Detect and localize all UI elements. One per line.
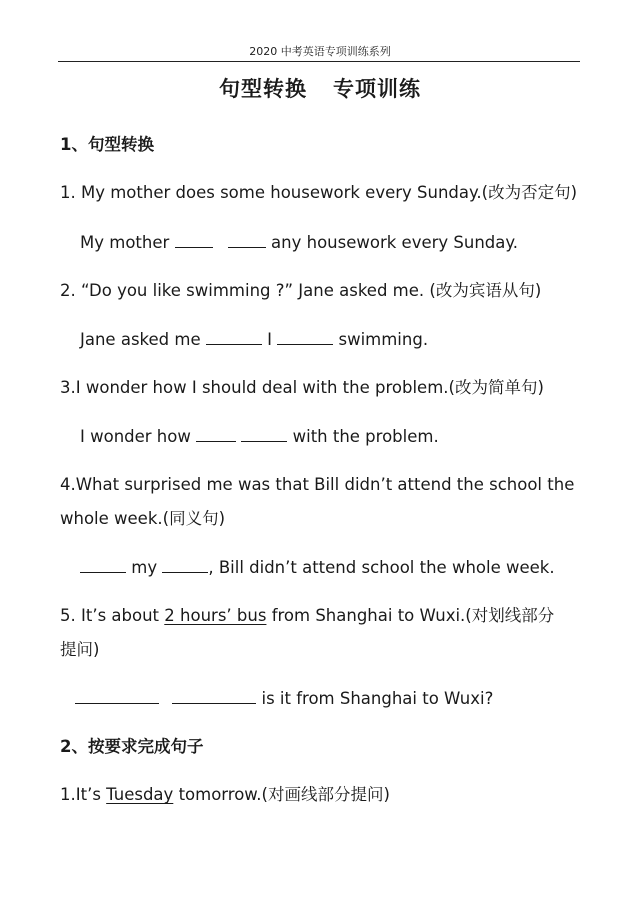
q5-blank-2[interactable] [172, 687, 256, 704]
question-3-answer [80, 425, 439, 448]
header-divider [58, 61, 580, 62]
q2-blank-1[interactable] [206, 328, 262, 345]
q2-blank-2[interactable] [277, 328, 333, 345]
q4-blank-1[interactable] [80, 556, 126, 573]
section-2-question-1 [60, 784, 390, 806]
q2-answer-pre: Jane asked me [80, 330, 201, 349]
q3-blank-2[interactable] [241, 425, 287, 442]
title-part-a: 句型转换 [219, 77, 307, 101]
question-2-text: 2. “Do you like swimming ?” Jane asked me. (改为宾语从句) [60, 281, 542, 300]
question-5-text-line-2: 提问) [60, 640, 100, 659]
q4-blank-2[interactable] [162, 556, 208, 573]
question-1-answer [80, 231, 518, 254]
q2-answer-mid: I [267, 330, 272, 349]
question-4-answer [80, 556, 555, 579]
series-header: 2020 中考英语专项训练系列 [249, 45, 391, 58]
question-5-answer [75, 687, 493, 710]
question-2-answer [80, 328, 428, 351]
section-1-heading: 1、句型转换 [60, 135, 154, 154]
q1-blank-1[interactable] [175, 231, 213, 248]
q2-answer-post: swimming. [338, 330, 429, 349]
question-4-text-line-2: whole week.(同义句) [60, 509, 225, 528]
q1-answer-post: any housework every Sunday. [271, 233, 519, 252]
q3-blank-1[interactable] [196, 425, 236, 442]
question-1-text: 1. My mother does some housework every Sunday.(改为否定句) [60, 183, 578, 202]
q1-answer-pre: My mother [80, 233, 170, 252]
q1-blank-2[interactable] [228, 231, 266, 248]
question-3-text: 3.I wonder how I should deal with the problem.(改为简单句) [60, 378, 544, 397]
question-5-text-line-1 [60, 605, 554, 627]
section-2-heading: 2、按要求完成句子 [60, 737, 204, 756]
q5-text-pre: 5. It’s about [60, 606, 160, 625]
page-title [0, 73, 640, 103]
s2q1-post: tomorrow.(对画线部分提问) [178, 785, 390, 804]
s2q1-underlined-word: Tuesday [106, 785, 174, 804]
q5-answer-post: is it from Shanghai to Wuxi? [261, 689, 494, 708]
q4-answer-post: , Bill didn’t attend school the whole week. [208, 558, 555, 577]
q4-answer-mid: my [131, 558, 158, 577]
q3-answer-post: with the problem. [292, 427, 439, 446]
q3-answer-pre: I wonder how [80, 427, 191, 446]
q5-underlined-phrase: 2 hours’ bus [164, 606, 267, 625]
title-part-b: 专项训练 [333, 77, 421, 101]
question-4-text-line-1: 4.What surprised me was that Bill didn’t attend the school the [60, 475, 575, 494]
q5-text-post: from Shanghai to Wuxi.(对划线部分 [271, 606, 555, 625]
s2q1-pre: 1.It’s [60, 785, 101, 804]
q5-blank-1[interactable] [75, 687, 159, 704]
